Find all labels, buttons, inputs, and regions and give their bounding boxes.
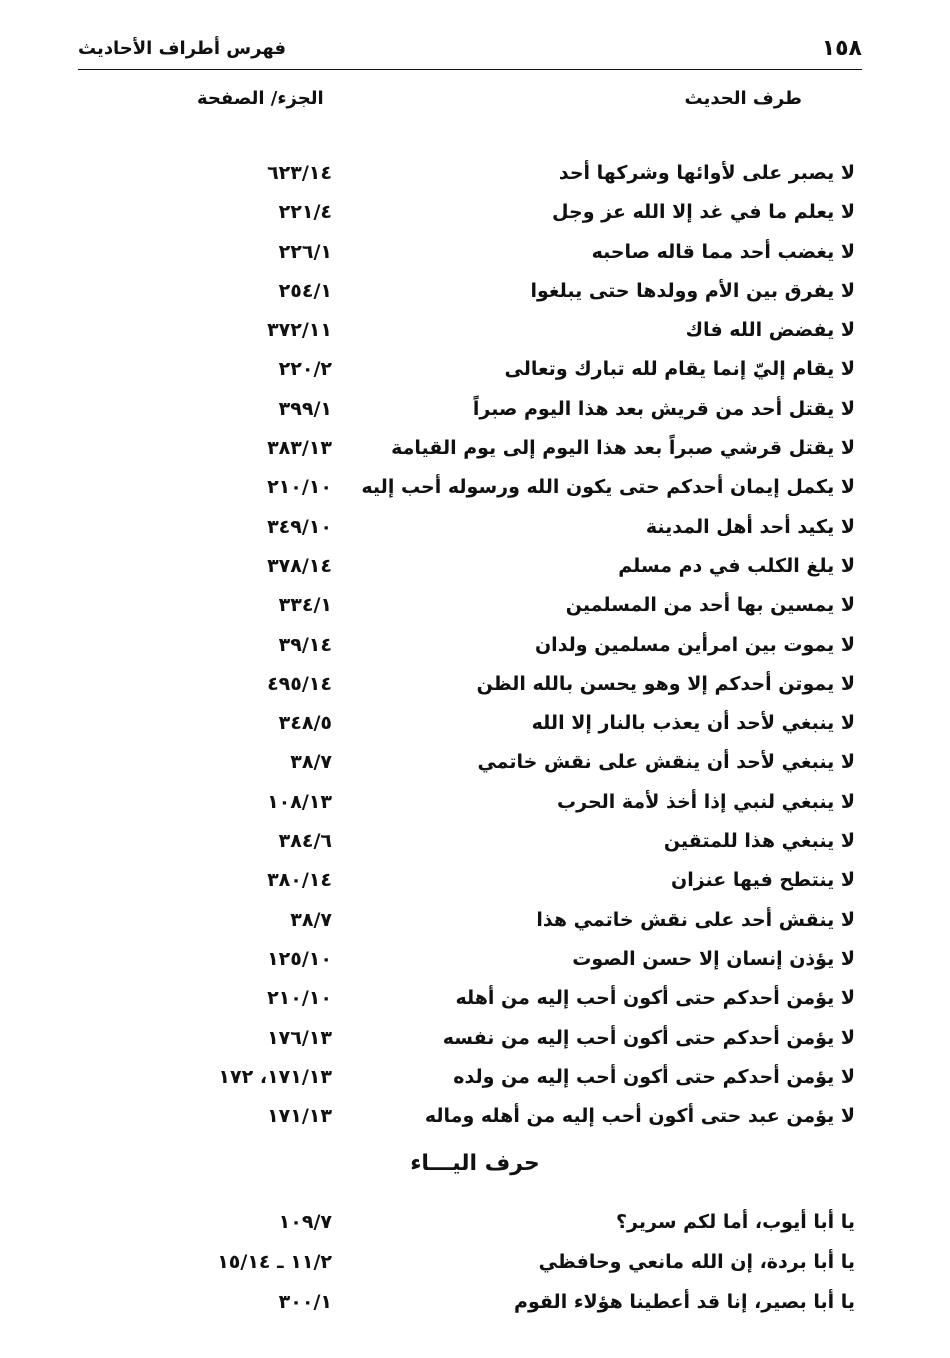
volume-page-ref: ٣٨/٧ (290, 751, 332, 774)
hadith-text: لا يقتل أحد من قريش بعد هذا اليوم صبراً (472, 397, 855, 420)
volume-page-ref: ٣٤٨/٥ (278, 712, 332, 735)
index-row (0, 354, 950, 393)
index-row (0, 1062, 950, 1101)
index-row (0, 905, 950, 944)
index-row (0, 787, 950, 826)
hadith-index-list (0, 158, 950, 1140)
hadith-text: لا يفضض الله فاك (685, 319, 855, 342)
volume-page-ref: ٦٢٣/١٤ (267, 162, 332, 184)
hadith-text: لا ينبغي لأحد أن يعذب بالنار إلا الله (531, 712, 855, 735)
hadith-text: لا يصبر على لأوائها وشركها أحد (558, 162, 855, 184)
index-row (0, 708, 950, 747)
index-row (0, 472, 950, 511)
index-row (0, 551, 950, 590)
index-row (0, 1287, 950, 1327)
volume-page-ref: ٣٨٣/١٣ (267, 437, 332, 460)
hadith-text: لا يكمل إيمان أحدكم حتى يكون الله ورسوله أحب إليه (361, 476, 855, 499)
volume-page-ref: ٣٣٤/١ (278, 594, 332, 617)
hadith-text: يا أبا بردة، إن الله مانعي وحافظي (538, 1251, 855, 1273)
hadith-text: لا يقام إليّ إنما يقام لله تبارك وتعالى (504, 358, 855, 381)
hadith-text: لا يمسين بها أحد من المسلمين (565, 594, 855, 617)
hadith-text: لا يفرق بين الأم وولدها حتى يبلغوا (530, 279, 855, 302)
hadith-text: يا أبا أيوب، أما لكم سرير؟ (616, 1211, 855, 1233)
volume-page-ref: ١٧١/١٣، ١٧٢ (218, 1065, 332, 1088)
hadith-text: لا ينقش أحد على نقش خاتمي هذا (536, 908, 855, 931)
hadith-text: لا يؤذن إنسان إلا حسن الصوت (572, 947, 855, 970)
volume-page-ref: ١٧١/١٣ (267, 1105, 332, 1128)
volume-page-ref: ٣٨٠/١٤ (267, 869, 332, 892)
running-title: فهرس أطراف الأحاديث (78, 37, 286, 59)
volume-page-ref: ١٠٩/٧ (278, 1211, 332, 1233)
index-row (0, 1207, 950, 1247)
hadith-text: يا أبا بصير، إنا قد أعطينا هؤلاء القوم (514, 1291, 855, 1313)
index-row (0, 590, 950, 629)
hadith-text: لا يؤمن أحدكم حتى أكون أحب إليه من أهله (455, 987, 855, 1010)
page-number: ١٥٨ (821, 35, 862, 61)
hadith-text: لا يؤمن أحدكم حتى أكون أحب إليه من ولده (453, 1065, 855, 1088)
index-row (0, 669, 950, 708)
running-head (78, 30, 862, 66)
index-row (0, 630, 950, 669)
volume-page-ref: ٤٩٥/١٤ (267, 672, 332, 695)
hadith-index-list-ya (0, 1207, 950, 1327)
header-rule (78, 69, 862, 70)
volume-page-ref: ١٧٦/١٣ (267, 1026, 332, 1049)
volume-page-ref: ٢٢١/٤ (278, 201, 332, 224)
section-heading: حرف اليـــاء (410, 1151, 540, 1176)
hadith-text: لا يموت بين امرأين مسلمين ولدان (534, 633, 855, 656)
index-row (0, 826, 950, 865)
hadith-text: لا يؤمن أحدكم حتى أكون أحب إليه من نفسه (442, 1026, 855, 1049)
index-row (0, 433, 950, 472)
volume-page-ref: ٣٤٩/١٠ (267, 515, 332, 538)
hadith-text: لا ينبغي لنبي إذا أخذ لأمة الحرب (557, 790, 855, 813)
volume-page-ref: ١١/٢ ـ ١٥/١٤ (217, 1251, 332, 1273)
volume-page-ref: ٣٩/١٤ (278, 633, 332, 656)
index-row (0, 865, 950, 904)
index-row (0, 237, 950, 276)
volume-page-ref: ١٠٨/١٣ (267, 790, 332, 813)
hadith-text: لا يعلم ما في غد إلا الله عز وجل (552, 201, 855, 224)
index-row (0, 315, 950, 354)
hadith-text: لا ينتطح فيها عنزان (671, 869, 855, 892)
hadith-text: لا يلغ الكلب في دم مسلم (618, 554, 855, 577)
hadith-text: لا يؤمن عبد حتى أكون أحب إليه من أهله وماله (424, 1105, 855, 1128)
volume-page-ref: ١٢٥/١٠ (267, 947, 332, 970)
volume-page-ref: ٣٨/٧ (290, 908, 332, 931)
column-header-volume-page: الجزء/ الصفحة (197, 88, 324, 109)
index-row (0, 1023, 950, 1062)
volume-page-ref: ٢٢٠/٢ (278, 358, 332, 381)
hadith-text: لا يكيد أحد أهل المدينة (645, 515, 855, 538)
hadith-text: لا ينبغي لأحد أن ينقش على نقش خاتمي (477, 751, 855, 774)
volume-page-ref: ٢٥٤/١ (278, 279, 332, 302)
volume-page-ref: ٣٠٠/١ (278, 1291, 332, 1313)
index-row (0, 983, 950, 1022)
index-row (0, 944, 950, 983)
index-row (0, 197, 950, 236)
volume-page-ref: ٣٧٨/١٤ (267, 554, 332, 577)
index-row (0, 512, 950, 551)
volume-page-ref: ٢٢٦/١ (278, 240, 332, 263)
volume-page-ref: ٣٧٢/١١ (267, 319, 332, 342)
column-header-hadith: طرف الحديث (684, 88, 802, 109)
hadith-text: لا يغضب أحد مما قاله صاحبه (591, 240, 855, 263)
hadith-text: لا ينبغي هذا للمتقين (663, 830, 855, 853)
index-row (0, 1247, 950, 1287)
index-row (0, 747, 950, 786)
index-row (0, 276, 950, 315)
volume-page-ref: ٢١٠/١٠ (267, 987, 332, 1010)
index-row (0, 394, 950, 433)
index-row (0, 158, 950, 197)
index-row (0, 1101, 950, 1140)
volume-page-ref: ٣٨٤/٦ (278, 830, 332, 853)
hadith-text: لا يموتن أحدكم إلا وهو يحسن بالله الظن (476, 672, 855, 695)
hadith-text: لا يقتل قرشي صبراً بعد هذا اليوم إلى يوم القيامة (391, 437, 855, 460)
volume-page-ref: ٢١٠/١٠ (267, 476, 332, 499)
volume-page-ref: ٣٩٩/١ (278, 397, 332, 420)
